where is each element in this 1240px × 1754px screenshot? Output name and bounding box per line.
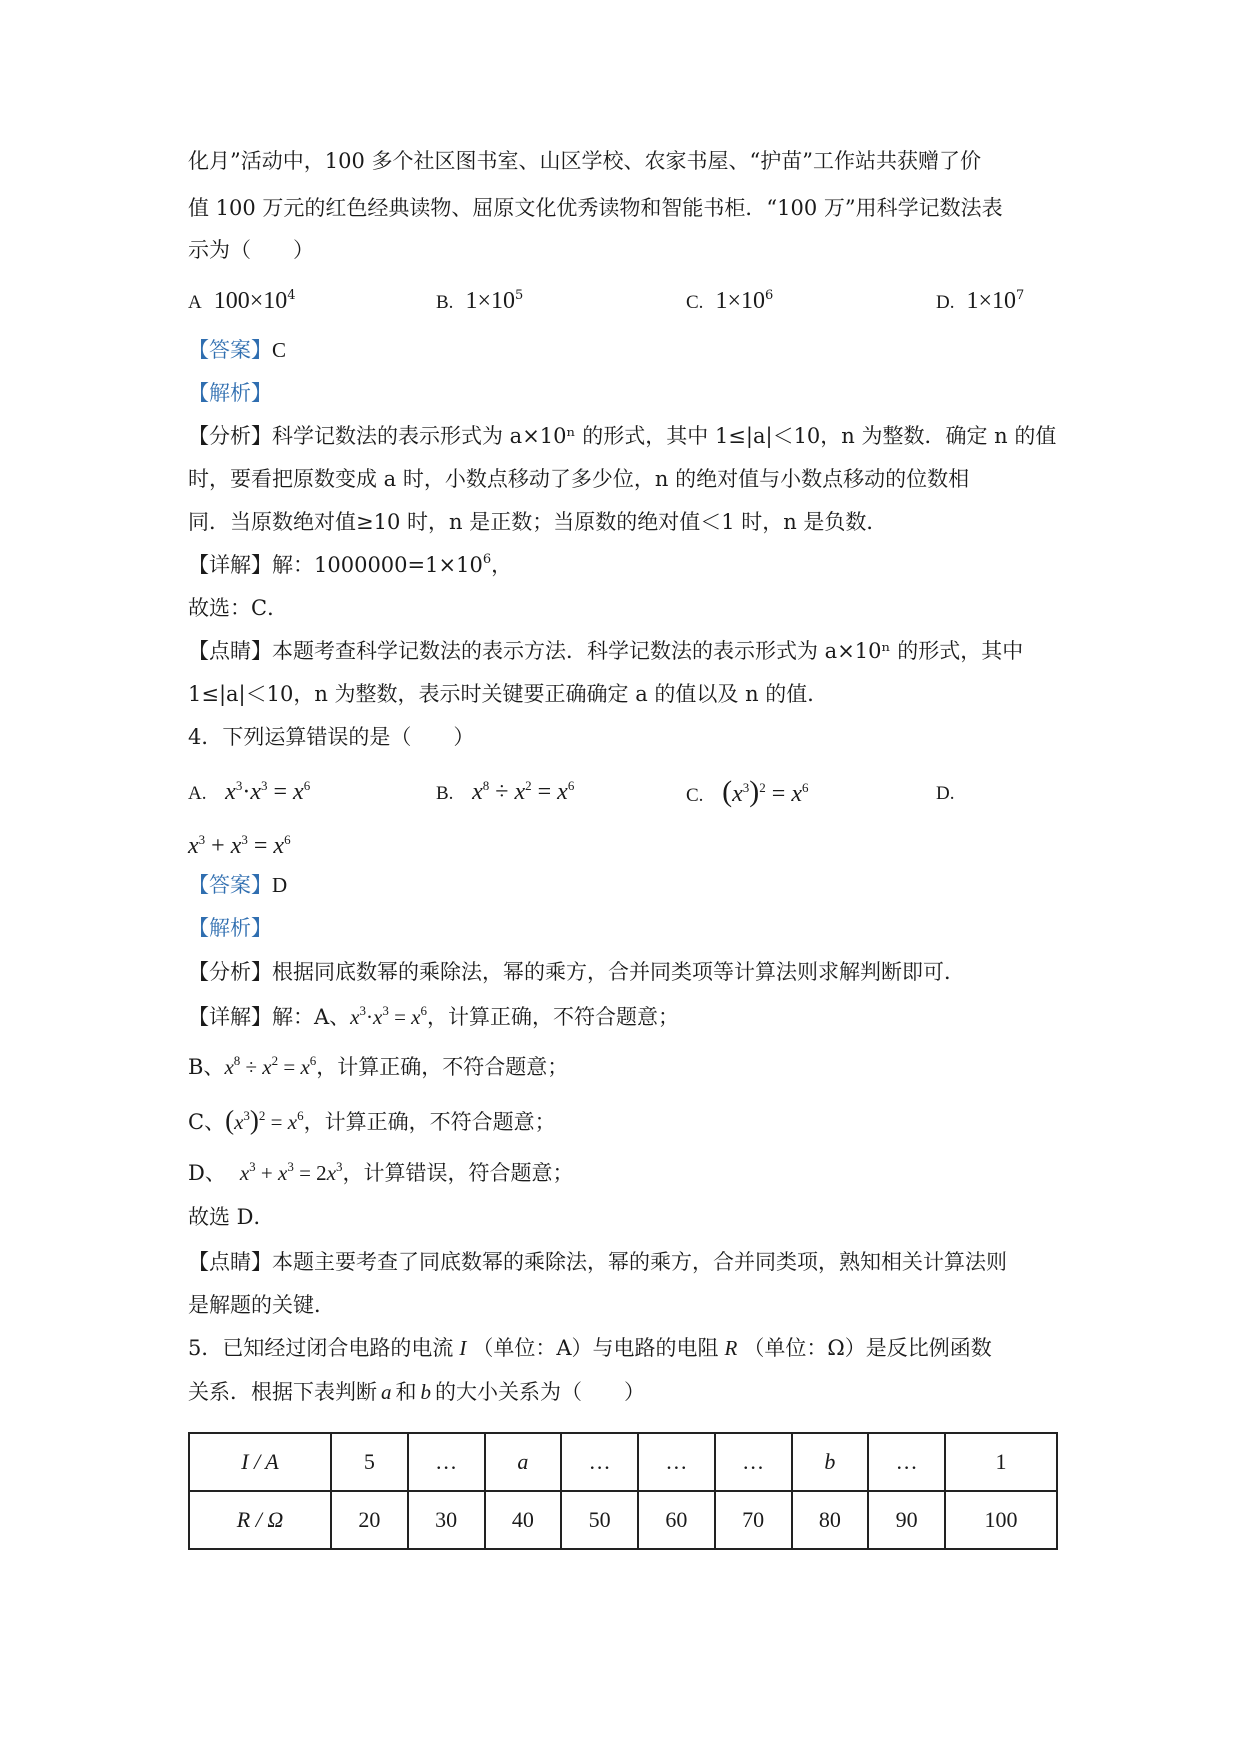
option-exponent: 7 <box>1016 288 1025 303</box>
q4-xiangjie-c <box>188 1105 556 1137</box>
table-cell: 5 <box>331 1433 408 1491</box>
answer-tag: 【答案】 <box>188 338 272 362</box>
q4-option-d <box>936 777 966 809</box>
q3-dianjing-line <box>188 636 1023 666</box>
option-value: 1×10 <box>966 288 1017 314</box>
dianjing-text: 本题主要考查了同底数幂的乘除法，幂的乘方，合并同类项，熟知相关计算法则 <box>272 1250 1007 1274</box>
xiangjie-text: 解：1000000=1×10 <box>272 553 483 577</box>
q3-option-c <box>686 286 773 318</box>
item-label: C、 <box>188 1110 226 1134</box>
table-cell: 50 <box>561 1491 638 1549</box>
note: ，计算正确，不符合题意； <box>303 1110 556 1134</box>
stem-text: （单位：Ω）是反比例函数 <box>743 1336 992 1360</box>
dianjing-tag: 【点睛】 <box>188 639 272 663</box>
q4-option-c <box>686 777 808 811</box>
table-cell: 70 <box>715 1491 792 1549</box>
formula: $(x^3)^2 = x^6$ <box>225 1105 304 1135</box>
q4-dianjing-line <box>188 1247 1007 1277</box>
table-cell: 90 <box>868 1491 945 1549</box>
q3-stem-line: 值 100 万元的红色经典读物、屈原文化优秀读物和智能书柜．“100 万”用科学记数法表 <box>188 196 1003 220</box>
q3-stem-line: 示为（ ） <box>188 238 314 262</box>
table-cell: 20 <box>331 1491 408 1549</box>
q4-stem: 4．下列运算错误的是（ ） <box>188 725 475 749</box>
option-exponent: 4 <box>287 288 296 303</box>
option-value: 1×10 <box>465 288 515 314</box>
option-value: 100×10 <box>213 288 288 314</box>
answer-value: D <box>272 873 288 897</box>
answer-tag: 【答案】 <box>188 873 272 897</box>
option-label: B. <box>436 292 454 313</box>
table-cell: … <box>638 1433 715 1491</box>
table-cell: a <box>485 1433 562 1491</box>
xiangjie-prefix: 解：A、 <box>272 1005 351 1029</box>
xiangjie-tag: 【详解】 <box>188 553 272 577</box>
row-header: I / A <box>189 1433 331 1491</box>
stem-text: （单位：A）与电路的电阻 <box>472 1336 719 1360</box>
note: ，计算正确，不符合题意； <box>316 1055 569 1079</box>
option-label: C. <box>686 292 704 313</box>
option-label: C. <box>686 785 704 806</box>
table-cell: 100 <box>945 1491 1057 1549</box>
q5-stem-line1 <box>188 1333 992 1363</box>
note: ，计算错误，符合题意； <box>342 1161 574 1185</box>
option-value: 1×10 <box>715 288 765 314</box>
q4-dianjing-line: 是解题的关键． <box>188 1293 335 1317</box>
q3-jiexi-tag: 【解析】 <box>188 381 272 405</box>
q5-stem-line2 <box>188 1377 645 1407</box>
fenxi-tag: 【分析】 <box>188 424 272 448</box>
var-a: a <box>381 1380 392 1404</box>
option-label: B. <box>436 783 454 804</box>
q4-xiangjie-b <box>188 1052 568 1082</box>
stem-text: 关系．根据下表判断 <box>188 1380 377 1404</box>
option-formula: $(x^3)^2 = x^6$ <box>722 775 809 808</box>
var-I: I <box>459 1336 467 1360</box>
option-exponent: 5 <box>514 288 524 303</box>
xiangjie-exponent: 6 <box>482 552 492 567</box>
stem-text: 和 <box>395 1380 417 1404</box>
q3-option-a <box>188 286 296 318</box>
fenxi-tag: 【分析】 <box>188 960 272 984</box>
fenxi-text: 科学记数法的表示形式为 a×10ⁿ 的形式，其中 1≤|a|＜10，n 为整数．确定 n 的值 <box>272 424 1057 448</box>
q4-option-a <box>188 777 310 809</box>
option-formula: $x^8 \div x^2 = x^6$ <box>472 778 575 805</box>
q3-option-b <box>436 286 523 318</box>
note: ，计算正确，不符合题意； <box>427 1005 679 1029</box>
option-label: D. <box>936 292 955 313</box>
table-row <box>189 1491 1057 1549</box>
option-label: D. <box>936 783 955 804</box>
option-formula: $x^3\cdot x^3 = x^6$ <box>225 778 311 805</box>
option-exponent: 6 <box>764 288 774 303</box>
table-cell: … <box>561 1433 638 1491</box>
q4-option-d-formula <box>188 831 291 861</box>
q3-fenxi-line: 同．当原数绝对值≥10 时，n 是正数；当原数的绝对值＜1 时，n 是负数． <box>188 510 888 534</box>
fenxi-text: 根据同底数幂的乘除法，幂的乘方，合并同类项等计算法则求解判断即可． <box>272 960 965 984</box>
q3-option-d <box>936 286 1024 318</box>
xiangjie-end: ， <box>491 553 513 577</box>
stem-text: 的大小关系为（ ） <box>435 1380 645 1404</box>
table-cell: 40 <box>485 1491 562 1549</box>
q3-stem-line: 化月”活动中，100 多个社区图书室、山区学校、农家书屋、“护苗”工作站共获赠了价 <box>188 149 981 173</box>
q3-fenxi-line: 时，要看把原数变成 a 时，小数点移动了多少位，n 的绝对值与小数点移动的位数相 <box>188 467 970 491</box>
formula: $x^3\cdot x^3 = x^6$ <box>350 1003 427 1029</box>
table-cell: 1 <box>945 1433 1057 1491</box>
table-cell: 30 <box>408 1491 485 1549</box>
q3-guxuan: 故选：C． <box>188 596 289 620</box>
formula: $x^3 + x^3 = 2x^3$ <box>239 1159 343 1185</box>
q4-jiexi-tag: 【解析】 <box>188 916 272 940</box>
dianjing-text: 本题考查科学记数法的表示方法．科学记数法的表示形式为 a×10ⁿ 的形式，其中 <box>272 639 1024 663</box>
q3-xiangjie <box>188 550 512 580</box>
q4-option-b <box>436 777 574 809</box>
dianjing-tag: 【点睛】 <box>188 1250 272 1274</box>
item-label: B、 <box>188 1055 225 1079</box>
var-b: b <box>420 1380 431 1404</box>
q3-answer <box>188 335 286 365</box>
table-cell: 80 <box>792 1491 869 1549</box>
option-label: A. <box>188 783 207 804</box>
table-row <box>189 1433 1057 1491</box>
option-formula: $x^3 + x^3 = x^6$ <box>188 832 291 859</box>
table-cell: 60 <box>638 1491 715 1549</box>
option-label: A <box>188 292 202 313</box>
stem-text: 5．已知经过闭合电路的电流 <box>188 1336 454 1360</box>
q4-fenxi <box>188 957 965 987</box>
q4-answer <box>188 870 287 900</box>
q3-fenxi-line <box>188 421 1056 451</box>
table-cell: … <box>868 1433 945 1491</box>
q3-dianjing-line: 1≤|a|＜10，n 为整数，表示时关键要正确确定 a 的值以及 n 的值． <box>188 682 829 706</box>
var-R: R <box>724 1336 738 1360</box>
i-r-table <box>188 1432 1058 1550</box>
q4-xiangjie-d <box>188 1158 574 1188</box>
table-cell: b <box>792 1433 869 1491</box>
table-cell: … <box>715 1433 792 1491</box>
table-cell: … <box>408 1433 485 1491</box>
xiangjie-tag: 【详解】 <box>188 1005 272 1029</box>
formula: $x^8 \div x^2 = x^6$ <box>224 1053 317 1079</box>
q4-xiangjie-a <box>188 1002 679 1032</box>
q4-guxuan: 故选 D． <box>188 1205 275 1229</box>
item-label: D、 <box>188 1161 226 1185</box>
row-header: R / Ω <box>189 1491 331 1549</box>
answer-value: C <box>272 338 287 362</box>
